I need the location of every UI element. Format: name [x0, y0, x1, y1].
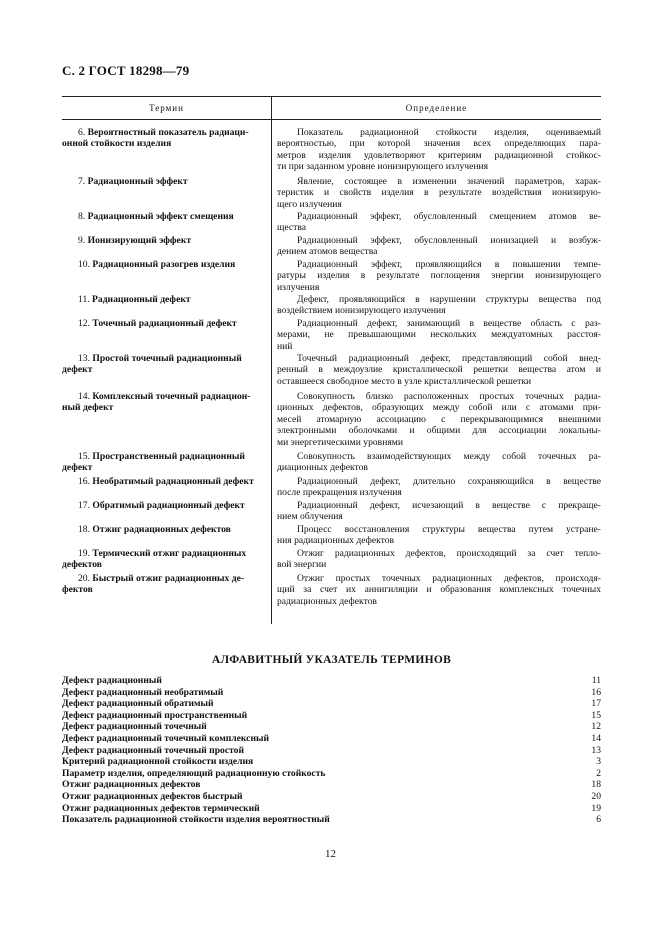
- term-cell: [62, 259, 265, 270]
- definition-line: вой энергии: [277, 559, 327, 571]
- term-number: 20.: [78, 573, 90, 584]
- definition-line: после прекращения излучения: [277, 487, 402, 499]
- term-number: 16.: [78, 476, 90, 487]
- definition-line: диационных дефектов: [277, 462, 368, 474]
- term-cell: [62, 573, 265, 596]
- column-header-term: Термин: [149, 103, 184, 113]
- term-cell: [62, 294, 265, 305]
- definition-line: Радиационный эффект, обусловленный смещением атомов ве-: [297, 211, 601, 222]
- definition-line: Отжиг простых точечных радиационных дефектов, происходя-: [297, 573, 601, 584]
- index-term: Дефект радиационный обратимый: [62, 698, 214, 710]
- definition-cell: [277, 500, 601, 523]
- term-text: Радиационный эффект: [87, 176, 188, 187]
- term-cell: [62, 176, 265, 187]
- index-number: 3: [596, 756, 601, 768]
- definition-cell: [277, 476, 601, 499]
- term-text: Необратимый радиационный дефект: [92, 476, 254, 487]
- definition-cell: [277, 573, 601, 607]
- definition-line: мерами, не превышающими нескольких междуатомных расстоя-: [277, 329, 601, 341]
- term-number: 7.: [78, 176, 86, 187]
- definition-line: излучения: [277, 281, 320, 293]
- definition-line: ти при заданном уровне ионизирующего излучения: [277, 161, 489, 173]
- index-number: 17: [591, 698, 601, 710]
- definition-line: воздействием ионизирующего излучения: [277, 305, 446, 317]
- term-text: Точечный радиационный дефект: [92, 318, 237, 329]
- definition-line: ционных дефектов, образующих между собой или с атомами при-: [277, 402, 601, 414]
- term-cell: [62, 391, 265, 414]
- definition-line: ренный в междоузлие кристаллической решетки вещества атом и: [277, 364, 601, 376]
- term-number: 15.: [78, 451, 90, 462]
- definition-line: вероятностью, при которой значения всех определяющих пара-: [277, 138, 601, 150]
- term-text: Отжиг радиационных дефектов: [92, 524, 231, 535]
- index-term: Дефект радиационный точечный: [62, 721, 207, 733]
- definition-cell: [277, 451, 601, 474]
- definition-line: метров изделия удовлетворяют критериям радиационной стойкос-: [277, 149, 601, 161]
- term-number: 9.: [78, 235, 86, 246]
- definition-line: Точечный радиационный дефект, представляющий собой внед-: [297, 353, 601, 364]
- term-number: 10.: [78, 259, 90, 270]
- table-header-rule: [62, 119, 601, 120]
- term-text: Обратимый радиационный дефект: [92, 500, 245, 511]
- term-text: дефектов: [62, 559, 102, 571]
- term-text: дефект: [62, 364, 93, 376]
- index-number: 12: [591, 721, 601, 733]
- term-cell: [62, 451, 265, 474]
- term-number: 17.: [78, 500, 90, 511]
- term-number: 8.: [78, 211, 86, 222]
- definition-line: Показатель радиационной стойкости изделия, оцениваемый: [297, 127, 601, 138]
- page-number: 12: [325, 848, 336, 860]
- definition-line: Радиационный эффект, обусловленный ионизацией и возбуж-: [297, 235, 601, 246]
- table-top-rule: [62, 96, 601, 97]
- definition-line: оставшееся свободное место в узле кристаллической решетки: [277, 375, 532, 387]
- term-text: онной стойкости изделия: [62, 138, 172, 150]
- definition-cell: [277, 259, 601, 293]
- index-term: Параметр изделия, определяющий радиационную стойкость: [62, 767, 326, 779]
- index-number: 6: [596, 814, 601, 826]
- term-number: 12.: [78, 318, 90, 329]
- definition-line: месей атомарную ассоциацию с перекрывающимися внешними: [277, 413, 601, 425]
- term-text: ный дефект: [62, 402, 114, 414]
- term-cell: [62, 127, 265, 150]
- term-cell: [62, 211, 265, 222]
- definition-cell: [277, 391, 601, 448]
- definition-line: ратуры изделия в результате поглощения энергии ионизирующего: [277, 270, 601, 282]
- term-cell: [62, 500, 265, 511]
- definition-line: ми энергетическими уровнями: [277, 436, 403, 448]
- definition-line: Радиационный дефект, исчезающий в веществе с прекраще-: [297, 500, 601, 511]
- term-text: Быстрый отжиг радиационных де-: [92, 573, 245, 584]
- term-text: Вероятностный показатель радиаци-: [87, 127, 249, 138]
- definition-cell: [277, 548, 601, 571]
- index-term: Отжиг радиационных дефектов: [62, 779, 201, 791]
- term-text: Термический отжиг радиационных: [92, 548, 247, 559]
- term-cell: [62, 548, 265, 571]
- definition-cell: [277, 294, 601, 317]
- definition-cell: [277, 353, 601, 387]
- term-cell: [62, 524, 265, 535]
- index-title: АЛФАВИТНЫЙ УКАЗАТЕЛЬ ТЕРМИНОВ: [211, 654, 452, 666]
- term-text: Комплексный точечный радиацион-: [92, 391, 251, 402]
- term-number: 18.: [78, 524, 90, 535]
- term-text: Простой точечный радиационный: [92, 353, 242, 364]
- definition-line: Явление, состоящее в изменении значений параметров, харак-: [297, 176, 601, 187]
- definition-line: щий за счет их аннигиляции и образования комплексных точечных: [277, 584, 601, 596]
- index-term: Дефект радиационный пространственный: [62, 709, 248, 721]
- term-number: 6.: [78, 127, 86, 138]
- definition-line: электронными оболочками и общими для ассоциации локальны-: [277, 425, 601, 437]
- definition-cell: [277, 127, 601, 173]
- index-number: 2: [596, 767, 601, 779]
- index-number: 15: [591, 709, 601, 721]
- term-text: дефект: [62, 462, 93, 474]
- definition-cell: [277, 235, 601, 258]
- term-number: 19.: [78, 548, 90, 559]
- term-text: Радиационный дефект: [92, 294, 191, 305]
- definition-cell: [277, 176, 601, 210]
- definition-line: Радиационный дефект, длительно сохраняющийся в веществе: [297, 476, 601, 487]
- index-term: Дефект радиационный точечный комплексный: [62, 733, 269, 744]
- definition-line: щества: [277, 222, 306, 234]
- definition-line: Совокупность близко расположенных простых точечных радиа-: [297, 391, 601, 402]
- definition-line: Радиационный дефект, занимающий в веществе область с раз-: [297, 318, 601, 329]
- definition-line: ний: [277, 340, 293, 352]
- index-number: 19: [591, 802, 601, 814]
- term-text: Радиационный эффект смещения: [87, 211, 234, 222]
- index-term: Показатель радиационной стойкости изделия вероятностный: [62, 814, 330, 826]
- page-header: С. 2 ГОСТ 18298—79: [62, 63, 190, 78]
- index-term: Критерий радиационной стойкости изделия: [62, 756, 254, 768]
- definition-line: Радиационный эффект, проявляющийся в повышении темпе-: [297, 259, 601, 270]
- definition-line: Совокупность взаимодействующих между собой точечных ра-: [297, 451, 601, 462]
- term-number: 11.: [78, 294, 90, 305]
- term-text: Ионизирующий эффект: [87, 235, 192, 246]
- definition-line: Процесс восстановления структуры вещества путем устране-: [297, 524, 601, 535]
- index-term: Дефект радиационный: [62, 675, 162, 686]
- index-term: Дефект радиационный необратимый: [62, 686, 224, 698]
- term-cell: [62, 353, 265, 376]
- term-cell: [62, 318, 265, 329]
- term-text: фектов: [62, 584, 93, 596]
- definition-line: радиационных дефектов: [277, 595, 377, 607]
- index-number: 14: [591, 733, 601, 744]
- index-term: Отжиг радиационных дефектов быстрый: [62, 791, 243, 802]
- definition-line: ния радиационных дефектов: [277, 535, 395, 547]
- definition-line: дением атомов вещества: [277, 246, 378, 258]
- term-text: Радиационный разогрев изделия: [92, 259, 236, 270]
- definition-line: Дефект, проявляющийся в нарушении структуры вещества под: [297, 294, 601, 305]
- index-number: 16: [591, 686, 601, 698]
- definition-line: Отжиг радиационных дефектов, происходящий за счет тепло-: [297, 548, 601, 559]
- term-cell: [62, 476, 265, 487]
- definition-cell: [277, 211, 601, 234]
- definition-line: щего излучения: [277, 198, 342, 210]
- definition-line: теристик и свойств изделия в результате воздействия ионизирую-: [277, 187, 601, 199]
- index-number: 18: [591, 779, 601, 791]
- index-number: 11: [591, 675, 601, 686]
- term-number: 14.: [78, 391, 90, 402]
- term-cell: [62, 235, 265, 246]
- term-text: Пространственный радиационный: [92, 451, 245, 462]
- definition-line: нием облучения: [277, 511, 343, 523]
- definition-cell: [277, 524, 601, 547]
- index-term: Отжиг радиационных дефектов термический: [62, 802, 260, 814]
- definition-cell: [277, 318, 601, 352]
- index-number: 20: [591, 791, 601, 802]
- term-number: 13.: [78, 353, 90, 364]
- index-number: 13: [591, 744, 601, 756]
- column-header-definition: Определение: [405, 103, 468, 113]
- index-term: Дефект радиационный точечный простой: [62, 744, 245, 756]
- table-column-divider: [271, 96, 272, 624]
